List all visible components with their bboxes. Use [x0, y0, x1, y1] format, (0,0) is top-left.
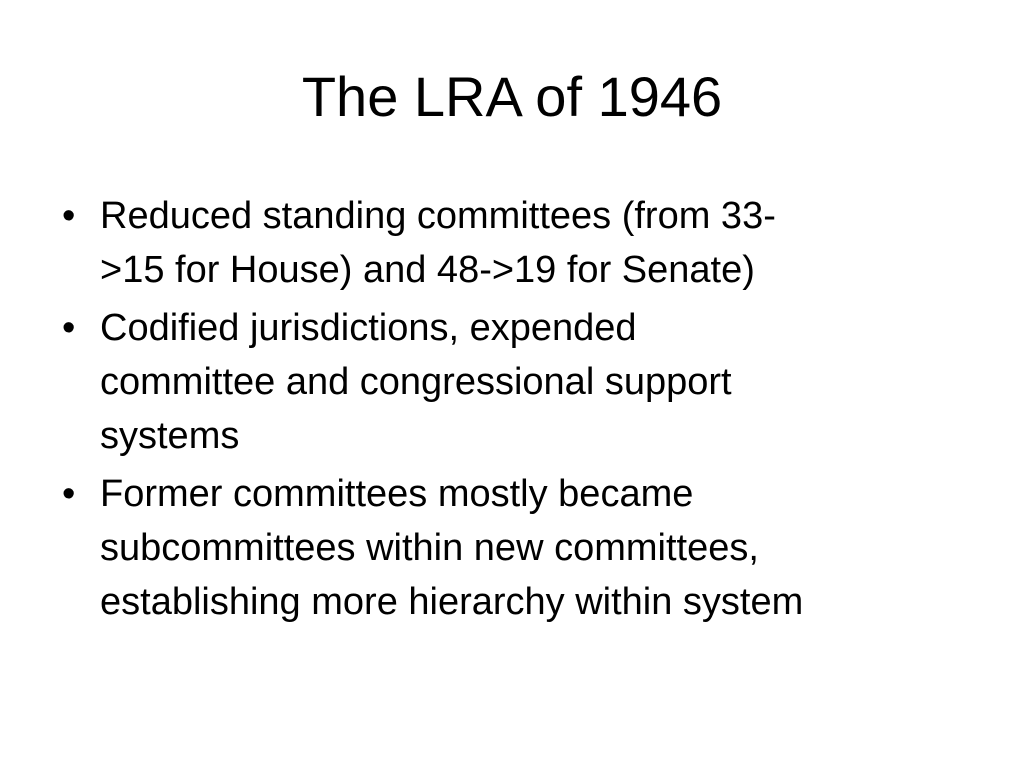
bullet-line: subcommittees within new committees,: [100, 527, 759, 569]
bullet-item: [62, 467, 1002, 629]
bullet-list: [62, 189, 1002, 633]
bullet-line: Codified jurisdictions, expended: [100, 307, 637, 349]
bullet-marker: •: [62, 307, 76, 349]
bullet-marker: •: [62, 473, 76, 515]
bullet-text: [100, 467, 1002, 629]
slide-title: The LRA of 1946: [301, 65, 723, 128]
bullet-line: establishing more hierarchy within system: [100, 581, 804, 623]
bullet-line: systems: [100, 415, 240, 457]
bullet-text: [100, 189, 1002, 297]
bullet-item: [62, 189, 1002, 297]
bullet-marker: •: [62, 195, 76, 237]
bullet-line: committee and congressional support: [100, 361, 732, 403]
bullet-text: [100, 301, 1002, 463]
bullet-line: Former committees mostly became: [100, 473, 694, 515]
bullet-item: [62, 301, 1002, 463]
bullet-line: Reduced standing committees (from 33-: [100, 195, 776, 237]
bullet-line: >15 for House) and 48->19 for Senate): [100, 249, 755, 291]
